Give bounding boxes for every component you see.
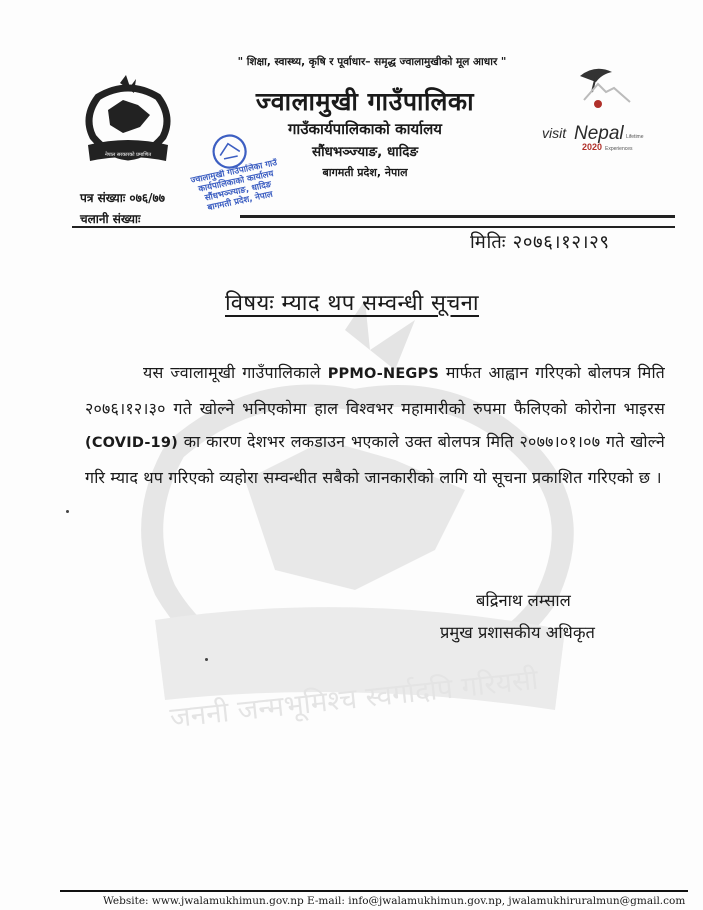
footer-rule	[60, 890, 688, 892]
visit-text: visit	[542, 125, 567, 141]
stamp-text: ज्वालामुखी गाउँपालिका गाउँ कार्यपालिकाको कार्यालय सौंधभञ्ज्याङ, धादिङ बागमती प्रदेश, नेपाल	[189, 158, 278, 214]
emblem-banner-text: नेपाल सरकारको प्रमाणित	[104, 152, 152, 158]
government-emblem	[78, 75, 178, 170]
stray-mark	[205, 658, 208, 661]
footer-contact: Website: www.jwalamukhimun.gov.np E-mail: info@jwalamukhimun.gov.np, jwalamukhiruralmun@gmail.com	[103, 895, 686, 907]
header-rule-thin	[72, 226, 675, 228]
municipality-title: ज्वालामुखी गाउँपालिका	[255, 87, 475, 116]
watermark-text: जननी जन्मभूमिश्च स्वर्गादपि गरियसी	[168, 662, 540, 735]
body-text-2: मार्फत आह्वान गरिएको बोलपत्र मिति २०७६।१२।३० गते खोल्ने भनिएकोमा हाल विश्वभर महामारीको रुपमा फैलिएको कोरोना भाइरस	[85, 363, 665, 418]
header-rule-thick	[240, 215, 675, 218]
notice-body	[85, 356, 665, 494]
signatory-designation: प्रमुख प्रशासकीय अधिकृत	[440, 623, 595, 642]
body-text-1: यस ज्वालामूखी गाउँपालिकाले	[143, 363, 328, 382]
dispatch-number: चलानी संख्याः	[80, 212, 141, 226]
stray-mark	[66, 510, 69, 513]
nepal-text: Nepal	[574, 123, 624, 144]
letter-number: पत्र संख्याः ०७६/७७	[80, 191, 166, 205]
tagline-lifetime: Lifetime	[626, 134, 644, 140]
notice-date: मितिः २०७६।१२।२९	[470, 232, 610, 253]
notice-subject: विषयः म्याद थप सम्वन्धी सूचना	[225, 291, 479, 316]
visit-nepal-logo	[540, 62, 650, 152]
body-bold-covid: (COVID-19)	[85, 435, 178, 451]
signatory-name: बद्रिनाथ लम्साल	[476, 591, 571, 610]
motto-text: " शिक्षा, स्वास्थ्य, कृषि र पूर्वाधार– समृद्ध ज्वालामुखीको मूल आधार "	[237, 56, 507, 68]
body-bold-ppmo: PPMO-NEGPS	[327, 366, 439, 382]
office-address: सौंधभञ्ज्याङ, धादिङ	[311, 144, 419, 160]
province-name: बागमती प्रदेश, नेपाल	[322, 166, 408, 179]
office-name: गाउँकार्यपालिकाको कार्यालय	[287, 120, 442, 138]
official-stamp	[185, 127, 285, 227]
year-text: 2020	[582, 142, 603, 152]
body-text-3: का कारण देशभर लकडाउन भएकाले उक्त बोलपत्र मिति २०७७।०१।०७ गते खोल्ने गरि म्याद थप गरिएको व्यहोरा सम्वन्धीत सबैको जानकारीको लागि यो सूचना प्रकाशित गरिएको छ ।	[85, 432, 665, 487]
tagline-experiences: Experiences	[605, 146, 633, 152]
